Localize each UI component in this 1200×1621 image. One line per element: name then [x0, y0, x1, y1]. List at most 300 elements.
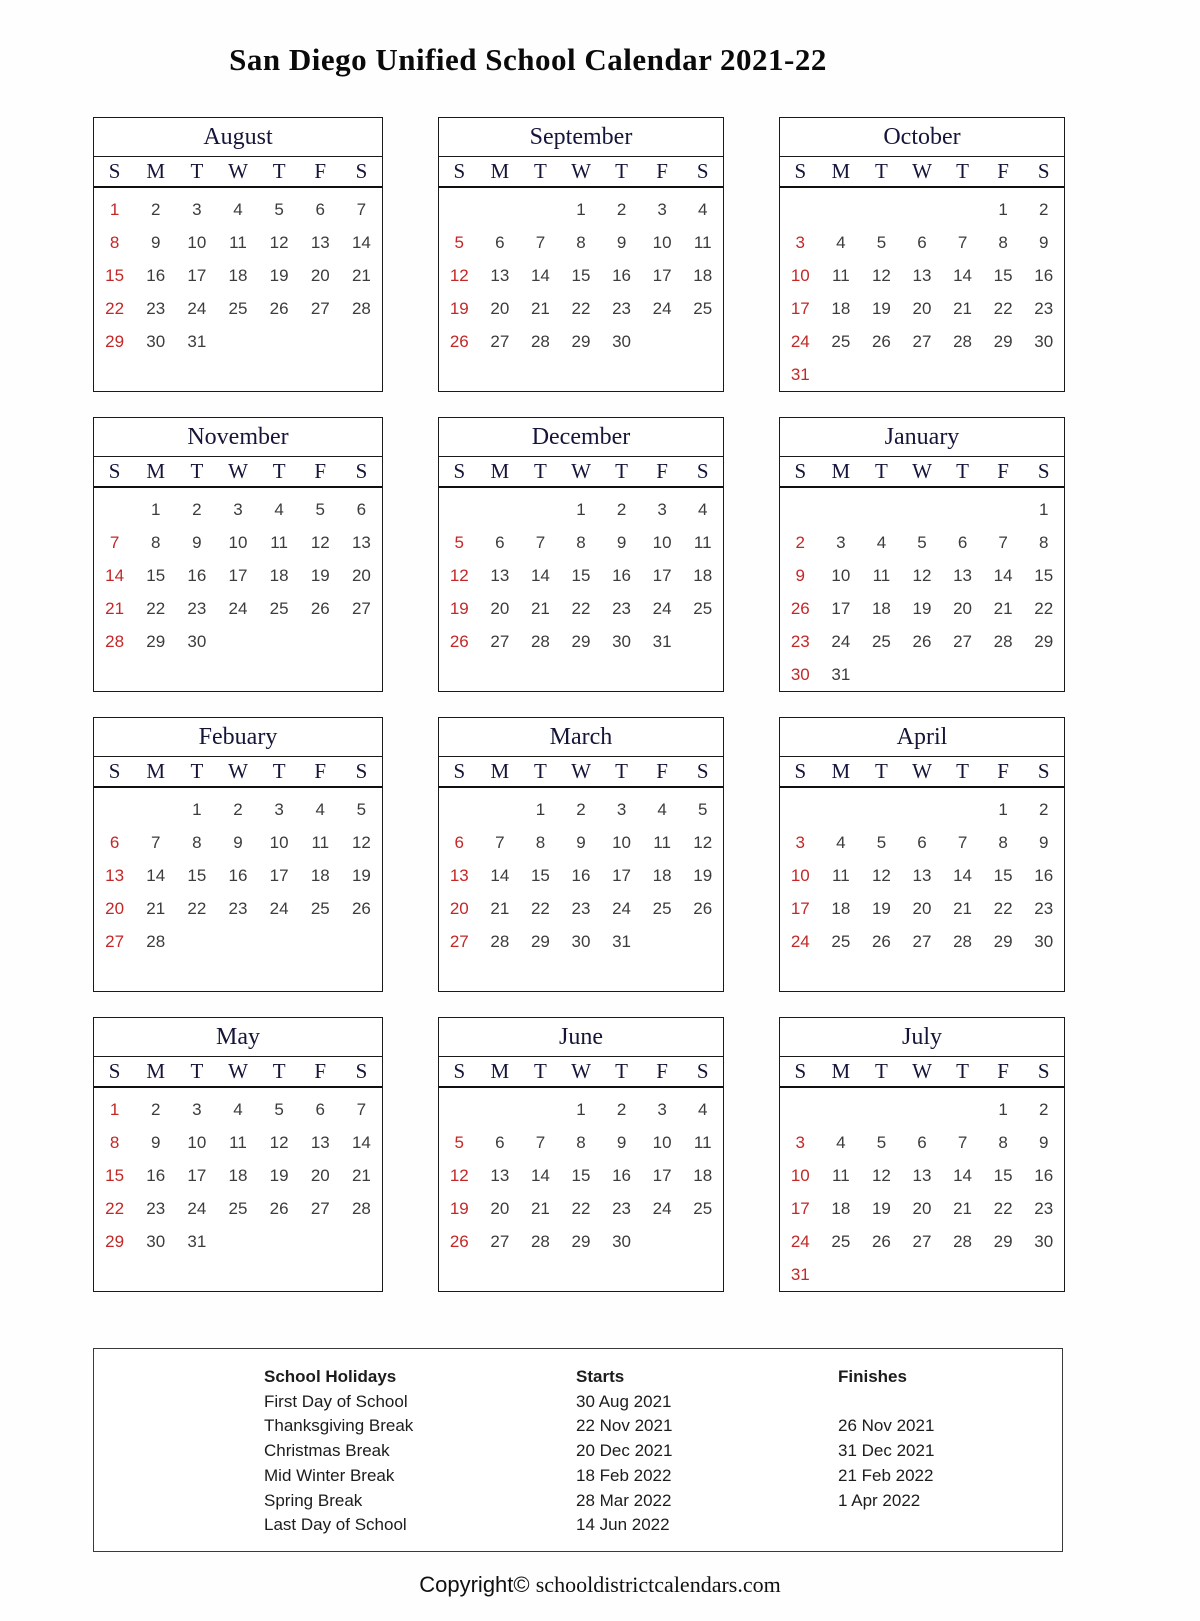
day-cell: 21	[351, 266, 371, 285]
day-cell-empty	[480, 1258, 521, 1291]
day-cell: 2	[192, 500, 202, 519]
day-cell-empty	[821, 493, 862, 526]
day-cell-empty	[94, 658, 135, 691]
day-cell: 11	[229, 233, 247, 252]
day-cell: 28	[530, 632, 550, 651]
day-cell: 29	[993, 932, 1013, 951]
day-cell: 14	[530, 1166, 550, 1185]
day-cell: 3	[192, 200, 202, 219]
day-cell: 26	[871, 932, 891, 951]
weekday-header: T	[190, 759, 204, 783]
day-cell: 16	[228, 866, 248, 885]
day-cell: 9	[576, 833, 586, 852]
day-cell-empty	[682, 1225, 723, 1258]
day-cell: 8	[576, 533, 586, 552]
day-cell: 10	[228, 533, 248, 552]
holiday-name: Thanksgiving Break	[264, 1416, 414, 1436]
day-cell: 2	[150, 200, 161, 219]
day-cell-empty	[94, 1258, 135, 1291]
day-cell: 7	[957, 1133, 968, 1152]
day-cell: 24	[652, 599, 672, 618]
day-cell: 24	[790, 932, 810, 951]
day-cell: 16	[1034, 866, 1054, 885]
day-cell-empty	[217, 358, 258, 391]
day-cell: 19	[449, 1199, 469, 1218]
day-cell: 12	[912, 566, 932, 585]
day-cell: 20	[105, 899, 125, 918]
day-cell: 24	[228, 599, 248, 618]
day-cell-empty	[520, 493, 561, 526]
day-cell: 3	[795, 233, 806, 252]
day-cell: 4	[836, 1133, 846, 1152]
day-cell: 16	[612, 266, 632, 285]
day-cell: 14	[953, 266, 973, 285]
day-cell: 18	[652, 866, 672, 885]
day-cell: 18	[831, 299, 851, 318]
day-cell-empty	[259, 625, 300, 658]
day-cell-empty	[601, 658, 642, 691]
day-cell: 14	[530, 566, 550, 585]
day-cell-empty	[341, 958, 382, 991]
day-cell: 17	[831, 599, 851, 618]
day-cell: 21	[490, 899, 510, 918]
weekday-header: M	[146, 159, 166, 183]
day-cell: 23	[1034, 299, 1054, 318]
day-cell: 11	[270, 533, 288, 552]
day-cell: 5	[917, 533, 927, 552]
day-cell-empty	[561, 358, 602, 391]
weekday-header: F	[656, 159, 668, 183]
month-title: May	[94, 1018, 382, 1057]
day-cell: 7	[957, 833, 968, 852]
day-cell: 2	[1038, 1100, 1049, 1119]
day-cell: 13	[490, 566, 510, 585]
weekday-header: M	[490, 759, 510, 783]
day-cell: 13	[912, 1166, 932, 1185]
day-cell: 30	[571, 932, 591, 951]
holiday-name: Last Day of School	[264, 1515, 407, 1535]
day-cell-empty	[983, 658, 1024, 691]
calendar-grid	[93, 117, 1065, 1292]
day-cell: 24	[269, 899, 289, 918]
copyright-domain: schooldistrictcalendars.com	[535, 1572, 781, 1597]
day-cell: 26	[871, 332, 891, 351]
month-calendar	[438, 417, 724, 692]
weekday-header-row	[780, 157, 1064, 188]
day-cell-empty	[520, 1093, 561, 1126]
day-cell: 11	[693, 533, 712, 552]
day-cell-empty	[821, 793, 862, 826]
day-cell: 18	[228, 1166, 248, 1185]
day-cell: 18	[228, 266, 248, 285]
weekday-header: M	[146, 459, 166, 483]
day-cell-empty	[642, 325, 683, 358]
holiday-finish: 1 Apr 2022	[838, 1490, 921, 1510]
day-cell-empty	[861, 358, 902, 391]
day-cell-empty	[861, 958, 902, 991]
weekday-header: S	[794, 159, 807, 183]
day-cell: 2	[150, 1100, 161, 1119]
holiday-name: First Day of School	[264, 1391, 408, 1411]
day-cell: 22	[105, 1199, 125, 1218]
weekday-header: S	[355, 759, 368, 783]
day-cell: 27	[912, 932, 932, 951]
day-cell-empty	[780, 193, 821, 226]
day-cell: 30	[1034, 1232, 1054, 1251]
day-cell: 25	[831, 332, 851, 351]
day-cell-empty	[1023, 958, 1064, 991]
day-cell-empty	[942, 793, 983, 826]
weekday-header: F	[314, 159, 327, 183]
day-cell: 11	[311, 833, 330, 852]
day-cell: 25	[269, 599, 289, 618]
day-cell: 9	[150, 233, 161, 252]
day-cell: 18	[269, 566, 289, 585]
holiday-start: 22 Nov 2021	[576, 1416, 673, 1436]
day-cell: 16	[1034, 266, 1054, 285]
day-cell: 8	[192, 833, 202, 852]
weekday-header: M	[490, 459, 510, 483]
day-cell-empty	[942, 358, 983, 391]
day-cell: 6	[315, 1100, 325, 1119]
day-cell: 17	[612, 866, 632, 885]
weekday-header: F	[314, 459, 327, 483]
day-cell: 22	[530, 899, 550, 918]
day-cell: 3	[233, 500, 243, 519]
day-cell: 10	[831, 566, 851, 585]
weekday-header: F	[997, 159, 1009, 183]
weekday-header-row	[94, 757, 382, 788]
day-cell: 5	[356, 800, 367, 819]
holiday-name: Spring Break	[264, 1490, 363, 1510]
day-cell: 9	[233, 833, 243, 852]
day-cell: 6	[454, 833, 465, 852]
day-cell: 23	[612, 599, 632, 618]
day-cell: 29	[993, 332, 1013, 351]
day-cell-empty	[861, 658, 902, 691]
day-cell: 1	[998, 1100, 1008, 1119]
day-cell-empty	[135, 958, 176, 991]
day-cell-empty	[942, 1258, 983, 1291]
month-title: January	[780, 418, 1064, 457]
day-cell: 28	[351, 299, 371, 318]
day-cell: 4	[657, 800, 667, 819]
day-cell-empty	[300, 658, 341, 691]
day-cell: 4	[274, 500, 284, 519]
day-cell-empty	[439, 493, 480, 526]
day-cell: 21	[105, 599, 125, 618]
month-body	[780, 488, 1064, 691]
day-cell: 21	[146, 899, 166, 918]
day-cell-empty	[217, 1225, 258, 1258]
month-calendar	[779, 1017, 1065, 1292]
weekday-header: S	[696, 159, 709, 183]
day-cell: 5	[876, 833, 887, 852]
day-cell: 30	[612, 1232, 632, 1251]
day-cell: 21	[530, 599, 550, 618]
day-cell: 2	[576, 800, 586, 819]
day-cell-empty	[94, 493, 135, 526]
day-cell: 24	[652, 1199, 672, 1218]
day-cell: 14	[351, 1133, 371, 1152]
day-cell: 5	[697, 800, 708, 819]
weekday-header: T	[956, 159, 969, 183]
weekday-header: W	[912, 759, 932, 783]
day-cell: 10	[652, 233, 672, 252]
day-cell: 2	[1038, 200, 1049, 219]
weekday-header: W	[571, 1059, 591, 1083]
day-cell: 27	[490, 332, 510, 351]
day-cell: 23	[146, 1199, 166, 1218]
holiday-start: 30 Aug 2021	[576, 1391, 672, 1411]
day-cell-empty	[902, 658, 943, 691]
day-cell-empty	[601, 958, 642, 991]
day-cell: 25	[831, 1232, 851, 1251]
day-cell: 8	[109, 233, 120, 252]
day-cell: 24	[790, 1232, 810, 1251]
holidays-header-cell: School Holidays	[264, 1367, 397, 1386]
day-cell: 27	[912, 332, 932, 351]
weekday-header: T	[272, 759, 286, 783]
weekday-header-row	[94, 457, 382, 488]
day-cell-empty	[520, 1258, 561, 1291]
weekday-header-row	[439, 757, 723, 788]
holidays-header-cell: Finishes	[838, 1367, 907, 1386]
day-cell-empty	[682, 658, 723, 691]
day-cell: 4	[697, 200, 708, 219]
day-cell: 20	[310, 266, 330, 285]
day-cell: 13	[490, 1166, 510, 1185]
day-cell: 23	[790, 632, 810, 651]
month-title: June	[439, 1018, 723, 1057]
day-cell: 9	[616, 1133, 627, 1152]
month-calendar	[93, 417, 383, 692]
day-cell: 12	[871, 866, 891, 885]
day-cell: 30	[1034, 932, 1054, 951]
day-cell: 13	[953, 566, 973, 585]
day-cell: 6	[917, 233, 927, 252]
day-cell: 23	[187, 599, 207, 618]
day-cell: 22	[105, 299, 125, 318]
day-cell: 26	[310, 599, 330, 618]
weekday-header: S	[453, 159, 466, 183]
day-cell: 13	[490, 266, 510, 285]
weekday-header: S	[794, 459, 807, 483]
day-cell: 30	[187, 632, 207, 651]
month-title: November	[94, 418, 382, 457]
day-cell: 28	[530, 1232, 550, 1251]
day-cell-empty	[861, 1093, 902, 1126]
day-cell: 22	[146, 599, 166, 618]
weekday-header: M	[146, 1059, 166, 1083]
day-cell: 26	[912, 632, 932, 651]
day-cell: 26	[790, 599, 810, 618]
day-cell: 17	[187, 1166, 207, 1185]
day-cell: 14	[351, 233, 371, 252]
day-cell-empty	[217, 958, 258, 991]
month-body	[94, 1088, 382, 1291]
day-cell: 14	[530, 266, 550, 285]
day-cell-empty	[861, 193, 902, 226]
day-cell: 14	[953, 866, 973, 885]
day-cell: 1	[998, 200, 1008, 219]
day-cell: 26	[449, 632, 469, 651]
day-cell-empty	[983, 358, 1024, 391]
day-cell: 19	[693, 866, 713, 885]
day-cell: 3	[616, 800, 627, 819]
day-cell-empty	[780, 958, 821, 991]
day-cell-empty	[300, 625, 341, 658]
month-title: March	[439, 718, 723, 757]
day-cell: 1	[109, 1100, 120, 1119]
day-cell-empty	[902, 958, 943, 991]
day-cell: 29	[1034, 632, 1054, 651]
day-cell: 10	[269, 833, 289, 852]
day-cell: 27	[310, 1199, 330, 1218]
day-cell: 4	[836, 833, 846, 852]
day-cell: 4	[315, 800, 325, 819]
day-cell: 15	[105, 1166, 125, 1185]
day-cell-empty	[135, 1258, 176, 1291]
day-cell-empty	[983, 958, 1024, 991]
day-cell: 6	[495, 233, 505, 252]
day-cell-empty	[642, 1225, 683, 1258]
day-cell-empty	[176, 358, 217, 391]
day-cell: 19	[871, 899, 891, 918]
day-cell: 22	[993, 299, 1013, 318]
day-cell: 8	[109, 1133, 120, 1152]
day-cell: 28	[993, 632, 1013, 651]
day-cell: 6	[917, 833, 927, 852]
day-cell-empty	[902, 193, 943, 226]
day-cell-empty	[682, 1258, 723, 1291]
day-cell-empty	[439, 1093, 480, 1126]
day-cell: 3	[795, 1133, 806, 1152]
day-cell-empty	[259, 325, 300, 358]
day-cell: 30	[790, 665, 810, 684]
day-cell: 5	[274, 1100, 284, 1119]
day-cell: 15	[571, 566, 591, 585]
day-cell: 4	[876, 533, 887, 552]
weekday-header: W	[912, 459, 932, 483]
day-cell: 18	[310, 866, 330, 885]
day-cell-empty	[942, 493, 983, 526]
day-cell: 21	[530, 299, 550, 318]
day-cell: 31	[790, 365, 810, 384]
day-cell-empty	[439, 358, 480, 391]
day-cell: 11	[832, 866, 850, 885]
weekday-header: T	[534, 459, 547, 483]
day-cell-empty	[439, 1258, 480, 1291]
day-cell-empty	[341, 1258, 382, 1291]
day-cell: 21	[953, 899, 973, 918]
day-cell-empty	[176, 1258, 217, 1291]
day-cell: 25	[228, 1199, 248, 1218]
weekday-header: S	[453, 1059, 466, 1083]
day-cell: 11	[693, 1133, 712, 1152]
month-body	[94, 488, 382, 691]
holidays-table	[264, 1365, 1062, 1538]
day-cell: 12	[351, 833, 371, 852]
day-cell: 9	[795, 566, 806, 585]
day-cell: 27	[490, 632, 510, 651]
day-cell-empty	[1023, 358, 1064, 391]
weekday-header: T	[534, 159, 547, 183]
day-cell: 23	[228, 899, 248, 918]
weekday-header: S	[1037, 159, 1050, 183]
day-cell: 3	[657, 500, 667, 519]
day-cell: 19	[269, 266, 289, 285]
day-cell: 7	[150, 833, 161, 852]
day-cell: 11	[832, 266, 850, 285]
day-cell: 29	[571, 1232, 591, 1251]
day-cell: 7	[495, 833, 505, 852]
day-cell: 29	[571, 332, 591, 351]
month-body	[780, 188, 1064, 391]
day-cell-empty	[341, 625, 382, 658]
day-cell: 12	[449, 1166, 469, 1185]
day-cell-empty	[259, 958, 300, 991]
weekday-header: M	[490, 159, 510, 183]
day-cell: 8	[576, 233, 586, 252]
weekday-header: S	[355, 1059, 368, 1083]
day-cell-empty	[300, 925, 341, 958]
weekday-header: S	[696, 759, 709, 783]
day-cell: 31	[187, 1232, 207, 1251]
day-cell: 6	[356, 500, 367, 519]
weekday-header: T	[190, 1059, 204, 1083]
day-cell: 11	[693, 233, 712, 252]
day-cell: 13	[912, 266, 932, 285]
month-title: October	[780, 118, 1064, 157]
day-cell-empty	[217, 625, 258, 658]
day-cell-empty	[520, 193, 561, 226]
day-cell-empty	[217, 325, 258, 358]
day-cell: 19	[871, 1199, 891, 1218]
weekday-header: T	[956, 1059, 969, 1083]
day-cell: 24	[790, 332, 810, 351]
day-cell-empty	[439, 193, 480, 226]
day-cell: 25	[693, 299, 713, 318]
month-calendar	[779, 717, 1065, 992]
day-cell: 9	[192, 533, 202, 552]
day-cell: 29	[105, 332, 125, 351]
day-cell: 29	[146, 632, 166, 651]
month-calendar	[93, 717, 383, 992]
day-cell: 20	[351, 566, 371, 585]
day-cell-empty	[439, 793, 480, 826]
month-calendar	[93, 1017, 383, 1292]
day-cell: 12	[449, 566, 469, 585]
day-cell-empty	[942, 193, 983, 226]
day-cell-empty	[520, 658, 561, 691]
day-cell: 22	[1034, 599, 1054, 618]
month-calendar	[438, 117, 724, 392]
weekday-header: T	[956, 759, 969, 783]
weekday-header: T	[615, 1059, 628, 1083]
day-cell-empty	[480, 358, 521, 391]
day-cell: 21	[953, 299, 973, 318]
day-cell: 29	[571, 632, 591, 651]
holiday-name: Mid Winter Break	[264, 1465, 395, 1485]
day-cell: 28	[953, 1232, 973, 1251]
weekday-header: T	[272, 159, 286, 183]
day-cell: 4	[233, 1100, 243, 1119]
day-cell-empty	[780, 1093, 821, 1126]
day-cell-empty	[520, 358, 561, 391]
day-cell: 3	[657, 200, 667, 219]
day-cell: 17	[652, 266, 672, 285]
